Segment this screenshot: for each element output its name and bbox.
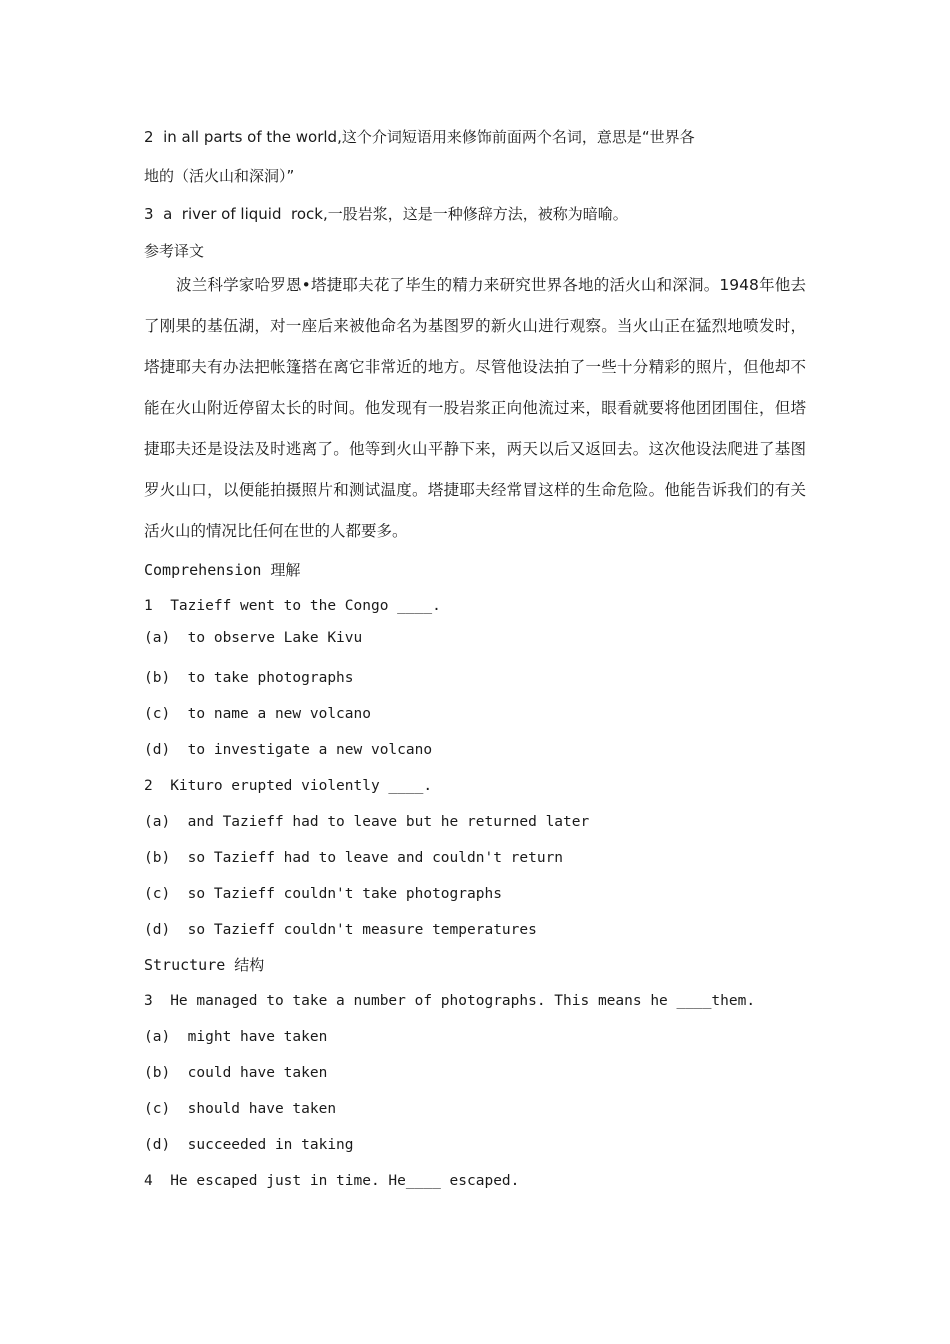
question-3-option-c: (c) should have taken: [144, 1101, 337, 1117]
translation-heading: 参考译文: [144, 242, 205, 260]
translation-paragraph: 波兰科学家哈罗恩•塔捷耶夫花了毕生的精力来研究世界各地的活火山和深洞。1948年他去了刚果的基伍湖，对一座后来被他命名为基图罗的新火山进行观察。当火山正在猛烈地喷发时，塔捷耶夫有办法把帐篷搭在离它非常近的地方。尽管他设法拍了一些十分精彩的照片，但他却不能在火山附近停留太长的时间。他发现有一股岩浆正向他流过来，眼看就要将他团团围住，但塔捷耶夫还是设法及时逃离了。他等到火山平静下来，两天以后又返回去。这次他设法爬进了基图罗火山口，以便能拍摄照片和测试温度。塔捷耶夫经常冒这样的生命危险。他能告诉我们的有关活火山的情况比任何在世的人都要多。: [144, 276, 806, 540]
question-2-option-c: (c) so Tazieff couldn't take photographs: [144, 886, 502, 902]
question-2-option-d: (d) so Tazieff couldn't measure temperatures: [144, 922, 537, 938]
comprehension-heading: Comprehension 理解: [144, 561, 301, 579]
question-2-option-b: (b) so Tazieff had to leave and couldn't return: [144, 850, 564, 866]
question-3-option-a: (a) might have taken: [144, 1029, 328, 1045]
question-2: 2 Kituro erupted violently ____.: [144, 778, 433, 794]
question-2-option-a: (a) and Tazieff had to leave but he returned later: [144, 814, 590, 830]
question-1: 1 Tazieff went to the Congo ____.: [144, 598, 441, 614]
structure-heading: Structure 结构: [144, 956, 265, 974]
note-2-line-2: 地的（活火山和深洞）”: [144, 167, 295, 185]
note-3: 3 a river of liquid rock,一股岩浆，这是一种修辞方法，被称为暗喻。: [144, 205, 628, 223]
note-2-line-1: 2 in all parts of the world,这个介词短语用来修饰前面两个名词，意思是“世界各: [144, 128, 695, 146]
question-3-option-b: (b) could have taken: [144, 1065, 328, 1081]
question-1-option-d: (d) to investigate a new volcano: [144, 742, 433, 758]
question-1-option-c: (c) to name a new volcano: [144, 706, 371, 722]
question-3: 3 He managed to take a number of photographs. This means he ____them.: [144, 993, 756, 1009]
question-3-option-d: (d) succeeded in taking: [144, 1137, 354, 1153]
question-1-option-a: (a) to observe Lake Kivu: [144, 630, 363, 646]
question-1-option-b: (b) to take photographs: [144, 670, 354, 686]
question-4: 4 He escaped just in time. He____ escaped.: [144, 1173, 520, 1189]
